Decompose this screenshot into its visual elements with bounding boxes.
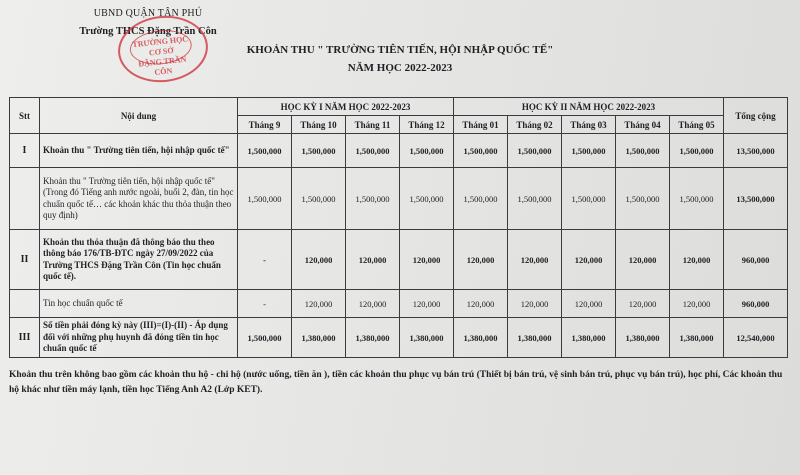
row-value: 120,000 (346, 290, 400, 318)
row-value: - (238, 230, 292, 290)
organization-name: UBND QUẬN TÂN PHÚ (93, 8, 203, 19)
row-value: 1,500,000 (616, 134, 670, 168)
row-content: Tin học chuẩn quốc tế (40, 290, 238, 318)
row-total: 13,500,000 (724, 134, 788, 168)
row-value: 1,500,000 (400, 134, 454, 168)
row-value: 1,380,000 (670, 318, 724, 358)
table-row (10, 230, 788, 290)
row-value: 1,500,000 (616, 168, 670, 230)
row-value: 120,000 (400, 230, 454, 290)
table-row (10, 134, 788, 168)
header-month: Tháng 04 (616, 116, 670, 134)
row-value: 1,380,000 (346, 318, 400, 358)
header-month: Tháng 12 (400, 116, 454, 134)
row-stt: II (10, 230, 40, 290)
row-total: 960,000 (724, 230, 788, 290)
row-value: 1,500,000 (562, 168, 616, 230)
header-row-terms (10, 98, 788, 116)
row-total: 960,000 (724, 290, 788, 318)
header-month: Tháng 11 (346, 116, 400, 134)
header-month: Tháng 9 (238, 116, 292, 134)
header-term-2: HỌC KỲ II NĂM HỌC 2022-2023 (454, 98, 724, 116)
row-value: 1,500,000 (238, 318, 292, 358)
row-value: 1,500,000 (670, 134, 724, 168)
header-month: Tháng 02 (508, 116, 562, 134)
row-value: 1,500,000 (346, 168, 400, 230)
table-row (10, 290, 788, 318)
header-month: Tháng 03 (562, 116, 616, 134)
table-row (10, 168, 788, 230)
header-month: Tháng 10 (292, 116, 346, 134)
table-row (10, 318, 788, 358)
row-value: 1,500,000 (238, 134, 292, 168)
row-value: 120,000 (292, 290, 346, 318)
row-value: 1,500,000 (400, 168, 454, 230)
header-month: Tháng 05 (670, 116, 724, 134)
header-term-1: HỌC KỲ I NĂM HỌC 2022-2023 (238, 98, 454, 116)
row-value: 120,000 (508, 290, 562, 318)
header-content: Nội dung (40, 98, 238, 134)
row-value: 1,380,000 (616, 318, 670, 358)
header-stt: Stt (10, 98, 40, 134)
row-value: 120,000 (616, 290, 670, 318)
row-value: 1,500,000 (508, 134, 562, 168)
row-value: 1,380,000 (508, 318, 562, 358)
row-value: 1,500,000 (292, 134, 346, 168)
row-value: 120,000 (346, 230, 400, 290)
row-value: 120,000 (616, 230, 670, 290)
row-value: 1,500,000 (562, 134, 616, 168)
row-value: 1,380,000 (400, 318, 454, 358)
stamp-inner (128, 27, 193, 77)
stamp-line-2: ĐẶNG TRẦN CÔN (137, 54, 187, 77)
document-title: KHOẢN THU " TRƯỜNG TIÊN TIẾN, HỘI NHẬP QUỐC TẾ" (246, 44, 554, 56)
fee-table (9, 97, 788, 358)
footnote: Khoản thu trên không bao gồm các khoản thu hộ - chi hộ (nước uống, tiền ăn ), tiền các khoản thu phục vụ bán trú (Thiết bị bán trú, vệ sinh bán trú, phục vụ bán trú), học phí, Các khoản thu hộ khác như tiền máy lạnh, tiền học Tiếng Anh A2 (Lớp KET). (9, 370, 783, 395)
row-value: 120,000 (400, 290, 454, 318)
row-stt (10, 290, 40, 318)
stamp-line-1: TRƯỜNG HỌC CƠ SỞ (131, 34, 189, 58)
school-year: NĂM HỌC 2022-2023 (347, 62, 453, 74)
row-total: 12,540,000 (724, 318, 788, 358)
row-value: 1,380,000 (292, 318, 346, 358)
row-value: 1,380,000 (454, 318, 508, 358)
row-value: 120,000 (670, 290, 724, 318)
header-month: Tháng 01 (454, 116, 508, 134)
row-value: 1,500,000 (670, 168, 724, 230)
row-value: 1,500,000 (292, 168, 346, 230)
row-value: 120,000 (454, 230, 508, 290)
row-content: Khoản thu " Trường tiên tiến, hội nhập quốc tế" (40, 134, 238, 168)
row-value: 120,000 (562, 230, 616, 290)
row-value: 1,500,000 (508, 168, 562, 230)
row-value: 1,500,000 (454, 168, 508, 230)
header-total: Tổng cộng (724, 98, 788, 134)
row-content: Số tiền phải đóng kỳ này (III)=(I)-(II) - Áp dụng đối với những phụ huynh đã đóng tiền tin học chuẩn quốc tế (40, 318, 238, 358)
row-value: 120,000 (670, 230, 724, 290)
row-value: - (238, 290, 292, 318)
school-name: Trường THCS Đặng Trần Côn (79, 26, 217, 37)
row-value: 1,500,000 (454, 134, 508, 168)
row-value: 120,000 (508, 230, 562, 290)
row-content: Khoản thu " Trường tiên tiến, hội nhập quốc tế" (Trong đó Tiếng anh nước ngoài, buổi 2, đàn, tin học chuẩn quốc tế… các khoản khác thu thỏa thuận theo quy định) (40, 168, 238, 230)
row-value: 120,000 (454, 290, 508, 318)
row-value: 120,000 (292, 230, 346, 290)
row-stt: I (10, 134, 40, 168)
row-value: 1,500,000 (346, 134, 400, 168)
row-value: 120,000 (562, 290, 616, 318)
row-total: 13,500,000 (724, 168, 788, 230)
row-stt (10, 168, 40, 230)
row-value: 1,380,000 (562, 318, 616, 358)
row-stt: III (10, 318, 40, 358)
row-content: Khoản thu thỏa thuận đã thông báo thu theo thông báo 176/TB-ĐTC ngày 27/09/2022 của Trường THCS Đặng Trần Côn (Tin học chuẩn quốc tế). (40, 230, 238, 290)
row-value: 1,500,000 (238, 168, 292, 230)
